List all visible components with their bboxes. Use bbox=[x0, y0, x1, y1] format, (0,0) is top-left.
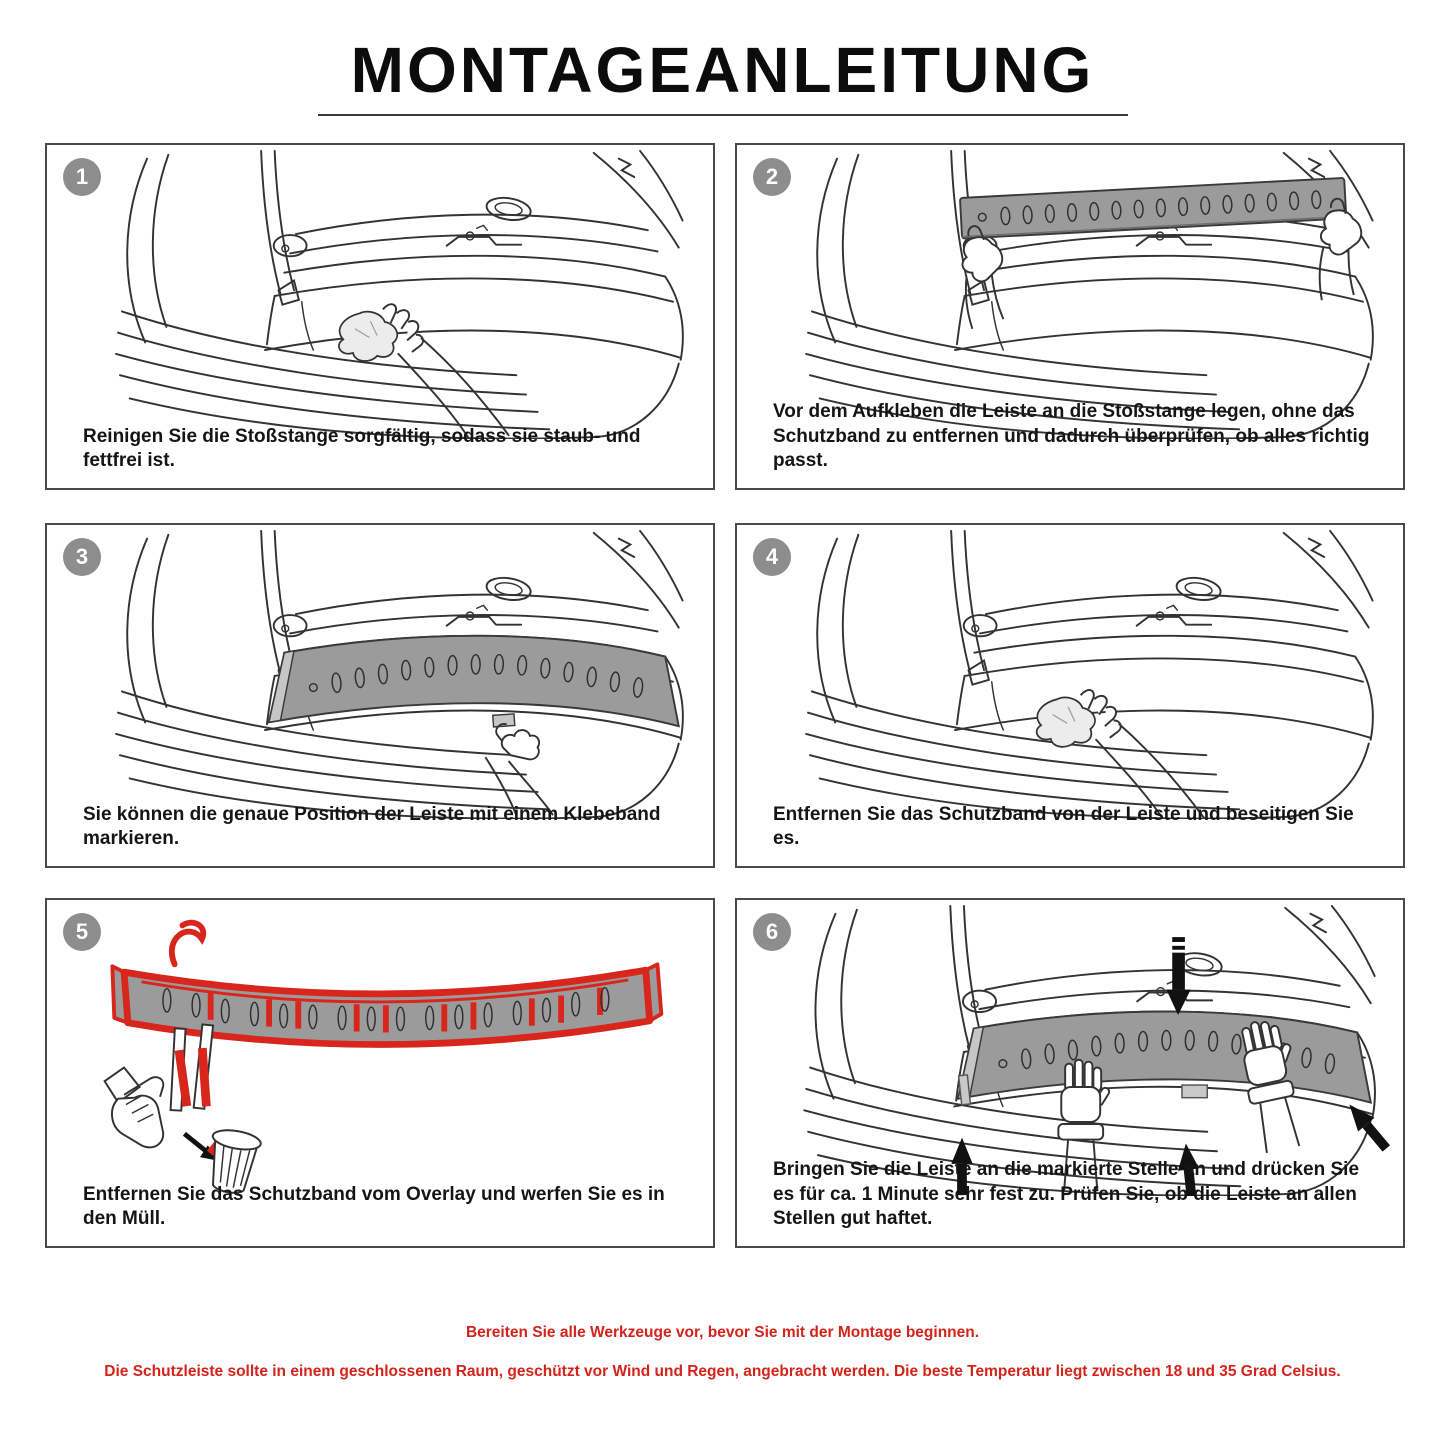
pointing-hand-icon bbox=[485, 724, 553, 815]
car-bumper-art bbox=[806, 531, 1373, 819]
step-caption: Bringen Sie die Leiste an die markierte Stelle an und drücken Sie es für ca. 1 Minute sehr fest zu. Prüfen Sie, ob die Leiste an allen Stellen gut haftet. bbox=[773, 1158, 1360, 1230]
marking-tape bbox=[493, 714, 515, 727]
strip-press-on-illustration bbox=[751, 904, 1391, 1196]
protective-strip bbox=[269, 636, 679, 726]
title-underline bbox=[318, 114, 1128, 116]
car-bumper-art bbox=[116, 151, 683, 439]
page-title: MONTAGEANLEITUNG bbox=[350, 34, 1095, 106]
step-number-badge: 3 bbox=[63, 538, 101, 576]
step-panel-5 bbox=[45, 898, 715, 1248]
arrow-up-left-icon bbox=[1341, 1098, 1391, 1156]
bumper-cleaning-illustration bbox=[61, 149, 701, 439]
protective-strip bbox=[960, 178, 1346, 239]
overlay-strip-with-red-tape bbox=[112, 923, 661, 1045]
tape-removal-illustration bbox=[751, 529, 1391, 819]
footer-note-tools: Bereiten Sie alle Werkzeuge vor, bevor Sie mit der Montage beginnen. bbox=[465, 1324, 980, 1341]
overlay-tape-disposal-illustration bbox=[61, 904, 701, 1196]
step-caption: Entfernen Sie das Schutzband vom Overlay und werfen Sie es in den Müll. bbox=[83, 1183, 665, 1230]
step-number-badge: 4 bbox=[753, 538, 791, 576]
arrow-down-icon bbox=[1166, 937, 1190, 1015]
step-panel-2 bbox=[735, 143, 1405, 490]
left-holding-hand-icon bbox=[962, 226, 1003, 329]
tape-disposal-scene bbox=[105, 1024, 263, 1196]
strip-test-fit-illustration bbox=[751, 149, 1391, 439]
step-panel-4 bbox=[735, 523, 1405, 868]
step-panel-6 bbox=[735, 898, 1405, 1248]
protective-strip bbox=[958, 1012, 1371, 1103]
strip-position-illustration bbox=[61, 529, 701, 819]
hand-icon bbox=[105, 1068, 164, 1148]
footer-note-conditions: Die Schutzleiste sollte in einem geschlossenen Raum, geschützt vor Wind und Regen, angebracht werden. Die beste Temperatur liegt zwischen 18 und 35 Grad Celsius. bbox=[104, 1363, 1341, 1380]
step-number-badge: 6 bbox=[753, 913, 791, 951]
step-caption: Reinigen Sie die Stoßstange sorgfältig, sodass sie staub- und fettfrei ist. bbox=[83, 425, 641, 472]
step-number-badge: 1 bbox=[63, 158, 101, 196]
step-caption: Entfernen Sie das Schutzband von der Leiste und beseitigen Sie es. bbox=[773, 803, 1354, 850]
step-caption: Vor dem Aufkleben die Leiste an die Stoßstange legen, ohne das Schutzband zu entfernen und dadurch überprüfen, ob alles richtig passt. bbox=[773, 400, 1370, 472]
step-panel-1 bbox=[45, 143, 715, 490]
step-number-badge: 2 bbox=[753, 158, 791, 196]
step-panel-3 bbox=[45, 523, 715, 868]
step-caption: Sie können die genaue Position der Leiste mit einem Klebeband markieren. bbox=[83, 803, 661, 850]
step-number-badge: 5 bbox=[63, 913, 101, 951]
peeling-tape-curl bbox=[172, 923, 203, 965]
